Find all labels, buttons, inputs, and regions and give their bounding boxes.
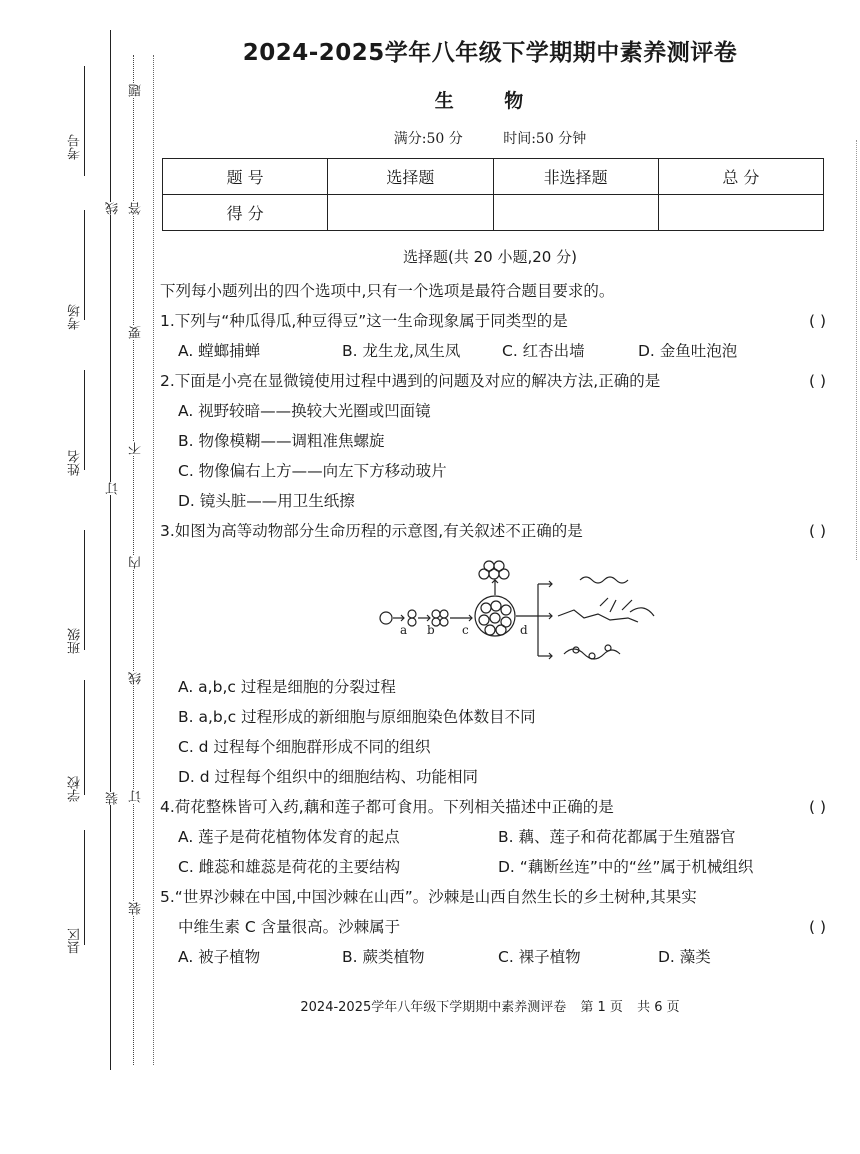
question-stem: 5.“世界沙棘在中国,中国沙棘在山西”。沙棘是山西自然生长的乡土树种,其果实 — [160, 888, 697, 906]
binding-dotted-line-inner — [153, 55, 154, 1065]
inner-mark-ti: 题 — [129, 84, 144, 97]
footer-page: 第 1 页 — [580, 1000, 623, 1015]
figure-label-a: a — [400, 623, 408, 637]
score-cell-score-label: 得 分 — [163, 195, 328, 231]
full-score: 满分:50 分 — [393, 131, 463, 147]
option-b: B. a,b,c 过程形成的新细胞与原细胞染色体数目不同 — [178, 708, 536, 726]
question-stem: 3.如图为高等动物部分生命历程的示意图,有关叙述不正确的是 — [160, 522, 583, 540]
question-4-options-row2 — [160, 852, 840, 882]
score-cell-choice: 选择题 — [328, 159, 493, 195]
question-1-options — [160, 336, 840, 366]
question-3 — [160, 516, 840, 546]
field-exam-number-line — [84, 66, 85, 176]
answer-paren[interactable]: ( ) — [808, 522, 826, 540]
cell-development-figure — [160, 550, 840, 668]
question-stem: 1.下列与“种瓜得瓜,种豆得豆”这一生命现象属于同类型的是 — [160, 312, 568, 330]
field-class-label: 班级 — [68, 628, 83, 654]
footer-total: 共 6 页 — [637, 1000, 680, 1015]
field-county-line — [84, 830, 85, 945]
section-title: 选择题(共 20 小题,20 分) — [403, 248, 577, 266]
option-c: C. 雌蕊和雄蕊是荷花的主要结构 — [178, 858, 401, 876]
inner-mark-bu: 不 — [129, 442, 144, 455]
field-name-label: 姓名 — [68, 450, 83, 476]
figure-label-b: b — [427, 623, 435, 637]
nerve-tissue — [558, 610, 638, 622]
option-b: B. 龙生龙,凤生凤 — [342, 342, 461, 360]
cell-development-diagram — [160, 550, 840, 668]
field-county-label: 县区 — [68, 928, 83, 954]
answer-paren[interactable]: ( ) — [808, 372, 826, 390]
option-c: C. 红杏出墙 — [502, 342, 585, 360]
option-d: D. 金鱼吐泡泡 — [638, 342, 738, 360]
inner-mark-nei: 内 — [129, 556, 144, 569]
score-input-choice[interactable] — [328, 195, 493, 231]
answer-paren[interactable]: ( ) — [808, 798, 826, 816]
score-cell-total: 总 分 — [658, 159, 823, 195]
score-input-total[interactable] — [658, 195, 823, 231]
question-stem-cont: 中维生素 C 含量很高。沙棘属于 — [178, 918, 401, 936]
question-5-options — [160, 942, 840, 972]
answer-paren[interactable]: ( ) — [808, 918, 826, 936]
field-exam-room-line — [84, 210, 85, 320]
binding-solid-line — [110, 30, 111, 1070]
score-table-score-row — [163, 195, 824, 231]
field-school-label: 学校 — [68, 776, 83, 802]
score-input-nonchoice[interactable] — [493, 195, 658, 231]
questions — [160, 276, 840, 972]
field-class-line — [84, 530, 85, 650]
option-c: C. d 过程每个细胞群形成不同的组织 — [178, 738, 431, 756]
question-4-options-row1 — [160, 822, 840, 852]
inner-mark-da: 答 — [129, 202, 144, 215]
option-d: D. “藕断丝连”中的“丝”属于机械组织 — [498, 858, 754, 876]
question-1 — [160, 306, 840, 336]
epithelial-tissue — [580, 577, 628, 583]
inner-mark-xian: 线 — [129, 672, 144, 685]
score-cell-nonchoice: 非选择题 — [493, 159, 658, 195]
option-b: B. 物像模糊——调粗准焦螺旋 — [178, 432, 385, 450]
option-b: B. 藕、莲子和荷花都属于生殖器官 — [498, 828, 736, 846]
score-table-header-row — [163, 159, 824, 195]
field-exam-number-label: 考号 — [68, 134, 83, 160]
option-c: C. 裸子植物 — [498, 948, 581, 966]
option-a: A. a,b,c 过程是细胞的分裂过程 — [178, 678, 396, 696]
score-cell-label: 题 号 — [163, 159, 328, 195]
figure-label-d: d — [520, 623, 528, 637]
option-b: B. 蕨类植物 — [342, 948, 425, 966]
field-school-line — [84, 680, 85, 795]
question-4 — [160, 792, 840, 822]
option-d: D. d 过程每个组织中的细胞结构、功能相同 — [178, 768, 479, 786]
score-table — [162, 158, 824, 231]
binding-mark-zhuang: 装 — [106, 792, 121, 805]
option-d: D. 镜头脏——用卫生纸擦 — [178, 492, 355, 510]
option-d: D. 藻类 — [658, 948, 711, 966]
page-footer — [160, 996, 820, 1015]
inner-mark-ding: 订 — [129, 790, 144, 803]
question-5 — [160, 882, 840, 912]
field-name-line — [84, 370, 85, 470]
footer-title: 2024-2025学年八年级下学期期中素养测评卷 — [300, 1000, 567, 1015]
answer-paren[interactable]: ( ) — [808, 312, 826, 330]
option-a: A. 视野较暗——换较大光圈或凹面镜 — [178, 402, 431, 420]
question-stem: 2.下面是小亮在显微镜使用过程中遇到的问题及对应的解决方法,正确的是 — [160, 372, 661, 390]
inner-mark-zhuang: 装 — [129, 902, 144, 915]
option-a: A. 螳螂捕蝉 — [178, 342, 261, 360]
section-instruction: 下列每小题列出的四个选项中,只有一个选项是最符合题目要求的。 — [160, 282, 615, 300]
binding-mark-xian: 线 — [106, 202, 121, 215]
option-c: C. 物像偏右上方——向左下方移动玻片 — [178, 462, 447, 480]
question-5-line2 — [160, 912, 840, 942]
binding-mark-ding: 订 — [106, 482, 121, 495]
exam-time: 时间:50 分钟 — [503, 131, 587, 147]
inner-mark-yao: 要 — [129, 326, 144, 339]
connective-tissue — [564, 649, 620, 659]
exam-subject: 生 物 — [434, 90, 546, 112]
field-exam-room-label: 考场 — [68, 304, 83, 330]
page-edge-dots — [856, 140, 857, 560]
question-stem: 4.荷花整株皆可入药,藕和莲子都可食用。下列相关描述中正确的是 — [160, 798, 614, 816]
figure-label-c: c — [462, 623, 469, 637]
option-a: A. 莲子是荷花植物体发育的起点 — [178, 828, 400, 846]
question-2 — [160, 366, 840, 396]
cell-a — [380, 612, 392, 624]
exam-meta — [160, 128, 820, 148]
option-a: A. 被子植物 — [178, 948, 261, 966]
exam-title: 2024-2025学年八年级下学期期中素养测评卷 — [242, 40, 738, 66]
